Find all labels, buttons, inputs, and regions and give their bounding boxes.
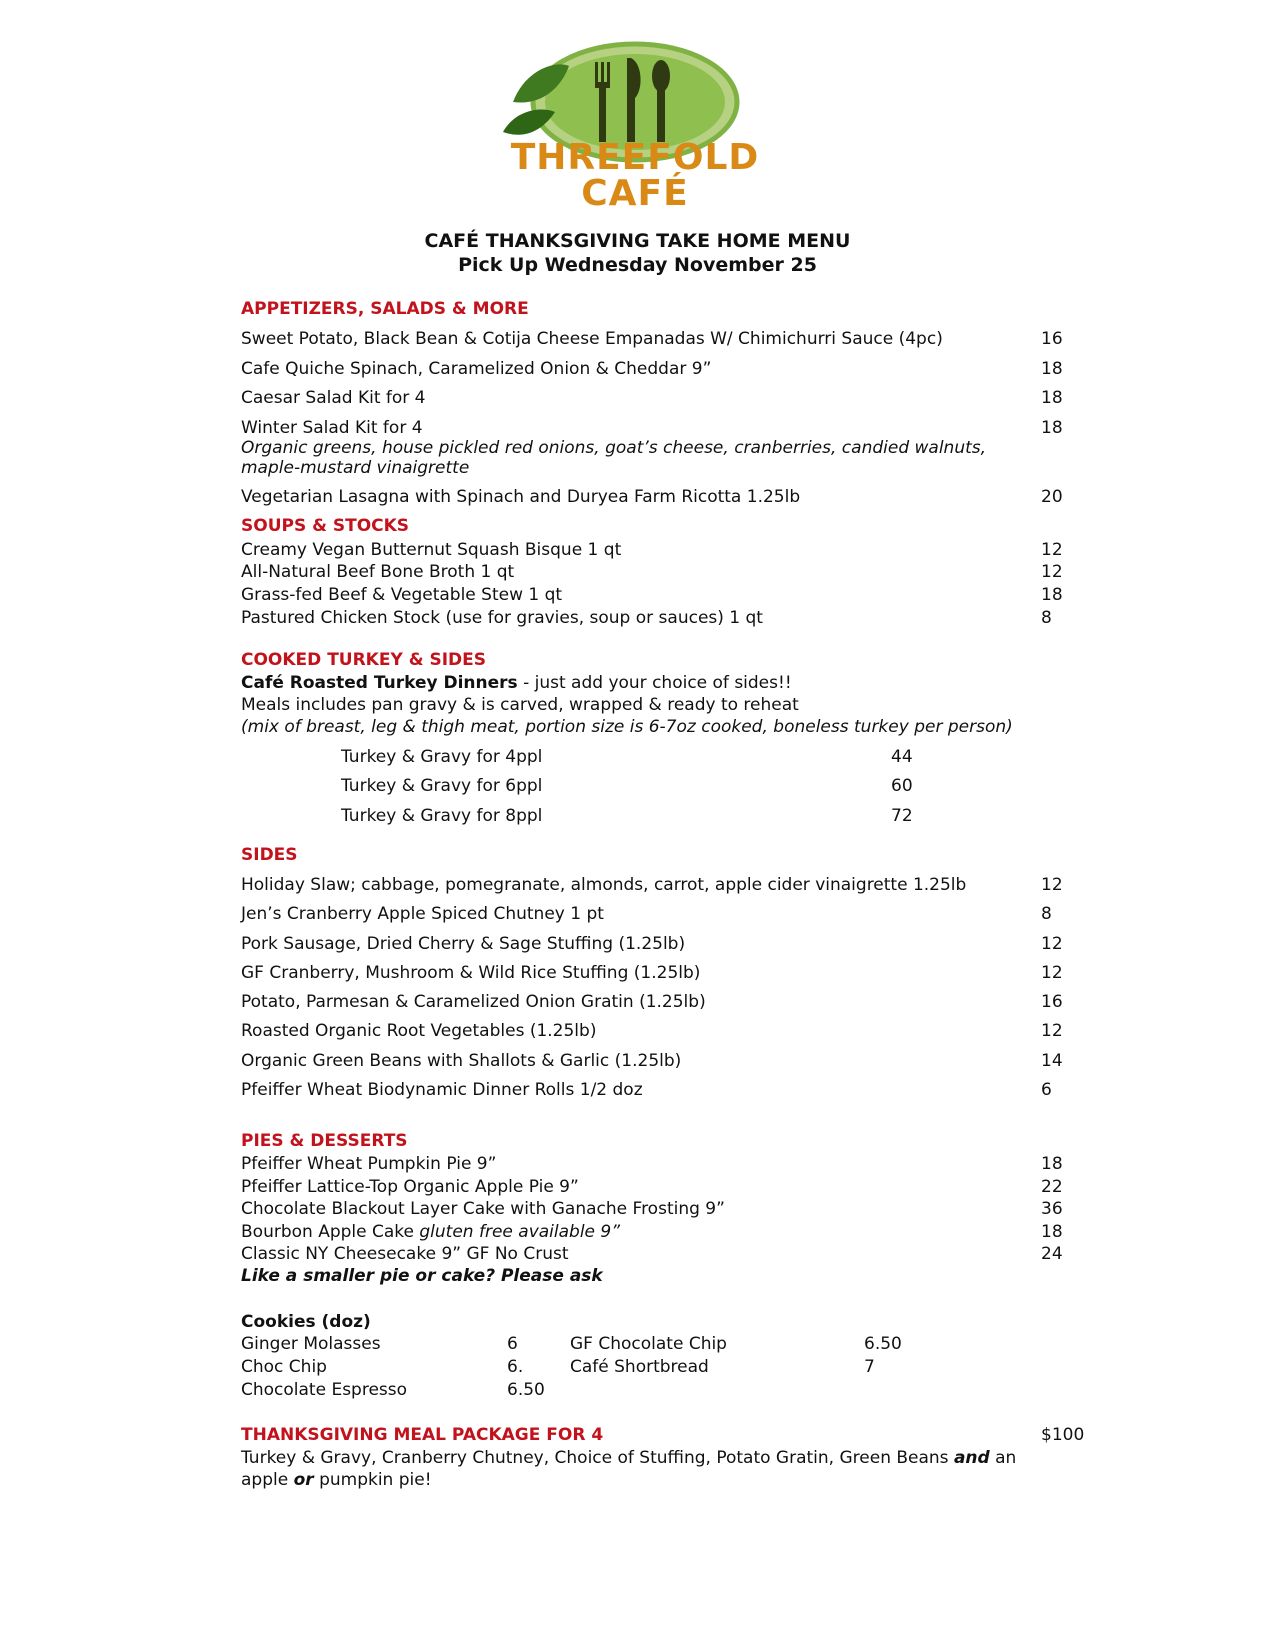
cookies-heading: Cookies (doz)	[241, 1312, 371, 1332]
turkey-lead-rest: - just add your choice of sides!!	[517, 673, 792, 693]
item-price: 12	[1041, 1021, 1063, 1041]
cookie-price: 6	[507, 1334, 518, 1354]
page-subtitle: Pick Up Wednesday November 25	[458, 254, 817, 276]
package-line-1	[241, 1448, 1016, 1468]
cookie-price: 7	[864, 1357, 875, 1377]
item-price: 60	[891, 776, 913, 796]
item-price: 18	[1041, 585, 1063, 605]
item-name: Sweet Potato, Black Bean & Cotija Cheese Empanadas W/ Chimichurri Sauce (4pc)	[241, 329, 943, 349]
item-name: Jen’s Cranberry Apple Spiced Chutney 1 pt	[241, 904, 604, 924]
item-price: 18	[1041, 1222, 1063, 1242]
item-name: Chocolate Blackout Layer Cake with Ganache Frosting 9”	[241, 1199, 725, 1219]
item-name: Caesar Salad Kit for 4	[241, 388, 426, 408]
item-name: Pfeiffer Lattice-Top Organic Apple Pie 9”	[241, 1177, 579, 1197]
page-title: CAFÉ THANKSGIVING TAKE HOME MENU	[424, 230, 851, 252]
cookie-price: 6.	[507, 1357, 524, 1377]
item-name: Grass-fed Beef & Vegetable Stew 1 qt	[241, 585, 563, 605]
item-name: All-Natural Beef Bone Broth 1 qt	[241, 562, 515, 582]
cookie-price: 6.50	[507, 1380, 545, 1400]
item-name: Creamy Vegan Butternut Squash Bisque 1 qt	[241, 540, 622, 560]
item-description: maple-mustard vinaigrette	[241, 458, 470, 478]
item-name: Pfeiffer Wheat Pumpkin Pie 9”	[241, 1154, 497, 1174]
item-name: Potato, Parmesan & Caramelized Onion Gratin (1.25lb)	[241, 992, 706, 1012]
logo-line-2: CAFÉ	[581, 173, 689, 214]
item-name: Pastured Chicken Stock (use for gravies, soup or sauces) 1 qt	[241, 608, 763, 628]
item-name: Turkey & Gravy for 8ppl	[341, 806, 543, 826]
item-price: 20	[1041, 487, 1063, 507]
item-price: 18	[1041, 418, 1063, 438]
cookie-name: Ginger Molasses	[241, 1334, 381, 1354]
item-price: 8	[1041, 904, 1052, 924]
item-price: 36	[1041, 1199, 1063, 1219]
item-price: 12	[1041, 875, 1063, 895]
item-name: Bourbon Apple Cake	[241, 1222, 420, 1242]
item-name: Pfeiffer Wheat Biodynamic Dinner Rolls 1/2 doz	[241, 1080, 643, 1100]
item-name-italic: gluten free available 9”	[419, 1222, 621, 1242]
turkey-lead	[241, 673, 792, 693]
item-price: 18	[1041, 1154, 1063, 1174]
item-price: 44	[891, 747, 913, 767]
package-price: $100	[1041, 1425, 1085, 1445]
package-text: apple	[241, 1470, 294, 1490]
package-line-2	[241, 1470, 432, 1490]
cookie-price: 6.50	[864, 1334, 902, 1354]
section-heading-soups: SOUPS & STOCKS	[241, 516, 410, 536]
package-text: an	[989, 1448, 1017, 1468]
section-heading-sides: SIDES	[241, 845, 298, 865]
cookie-name: Choc Chip	[241, 1357, 327, 1377]
item-price: 18	[1041, 359, 1063, 379]
section-heading-package: THANKSGIVING MEAL PACKAGE FOR 4	[241, 1425, 604, 1445]
package-text: Turkey & Gravy, Cranberry Chutney, Choice of Stuffing, Potato Gratin, Green Beans	[241, 1448, 954, 1468]
turkey-line-3: (mix of breast, leg & thigh meat, portion size is 6-7oz cooked, boneless turkey per person)	[241, 717, 1013, 737]
item-name: Holiday Slaw; cabbage, pomegranate, almonds, carrot, apple cider vinaigrette 1.25lb	[241, 875, 967, 895]
item-price: 12	[1041, 963, 1063, 983]
pies-note: Like a smaller pie or cake? Please ask	[241, 1266, 603, 1286]
logo-wordmark	[470, 137, 800, 214]
item-name-wrap	[241, 1222, 620, 1242]
item-name: Winter Salad Kit for 4	[241, 418, 423, 438]
turkey-lead-bold: Café Roasted Turkey Dinners	[241, 673, 518, 693]
item-price: 16	[1041, 992, 1063, 1012]
item-price: 6	[1041, 1080, 1052, 1100]
item-price: 12	[1041, 562, 1063, 582]
item-name: Roasted Organic Root Vegetables (1.25lb)	[241, 1021, 597, 1041]
item-price: 22	[1041, 1177, 1063, 1197]
item-price: 18	[1041, 388, 1063, 408]
logo-line-1: THREEFOLD	[510, 137, 760, 178]
item-name: Organic Green Beans with Shallots & Garlic (1.25lb)	[241, 1051, 682, 1071]
item-price: 12	[1041, 540, 1063, 560]
section-heading-pies: PIES & DESSERTS	[241, 1131, 408, 1151]
item-name: Cafe Quiche Spinach, Caramelized Onion & Cheddar 9”	[241, 359, 712, 379]
item-description: Organic greens, house pickled red onions, goat’s cheese, cranberries, candied walnuts,	[241, 438, 987, 458]
item-name: Classic NY Cheesecake 9” GF No Crust	[241, 1244, 569, 1264]
item-price: 72	[891, 806, 913, 826]
item-name: GF Cranberry, Mushroom & Wild Rice Stuffing (1.25lb)	[241, 963, 701, 983]
item-name: Pork Sausage, Dried Cherry & Sage Stuffing (1.25lb)	[241, 934, 686, 954]
cookie-name: Chocolate Espresso	[241, 1380, 408, 1400]
item-name: Turkey & Gravy for 4ppl	[341, 747, 543, 767]
turkey-line-2: Meals includes pan gravy & is carved, wrapped & ready to reheat	[241, 695, 799, 715]
item-name: Turkey & Gravy for 6ppl	[341, 776, 543, 796]
cookie-name: Café Shortbread	[570, 1357, 709, 1377]
package-emphasis: and	[953, 1448, 990, 1468]
package-emphasis: or	[293, 1470, 314, 1490]
item-price: 14	[1041, 1051, 1063, 1071]
section-heading-appetizers: APPETIZERS, SALADS & MORE	[241, 299, 529, 319]
item-price: 12	[1041, 934, 1063, 954]
package-text: pumpkin pie!	[313, 1470, 432, 1490]
item-name: Vegetarian Lasagna with Spinach and Duryea Farm Ricotta 1.25lb	[241, 487, 801, 507]
item-price: 8	[1041, 608, 1052, 628]
item-price: 24	[1041, 1244, 1063, 1264]
section-heading-turkey: COOKED TURKEY & SIDES	[241, 650, 486, 670]
item-price: 16	[1041, 329, 1063, 349]
cookie-name: GF Chocolate Chip	[570, 1334, 727, 1354]
